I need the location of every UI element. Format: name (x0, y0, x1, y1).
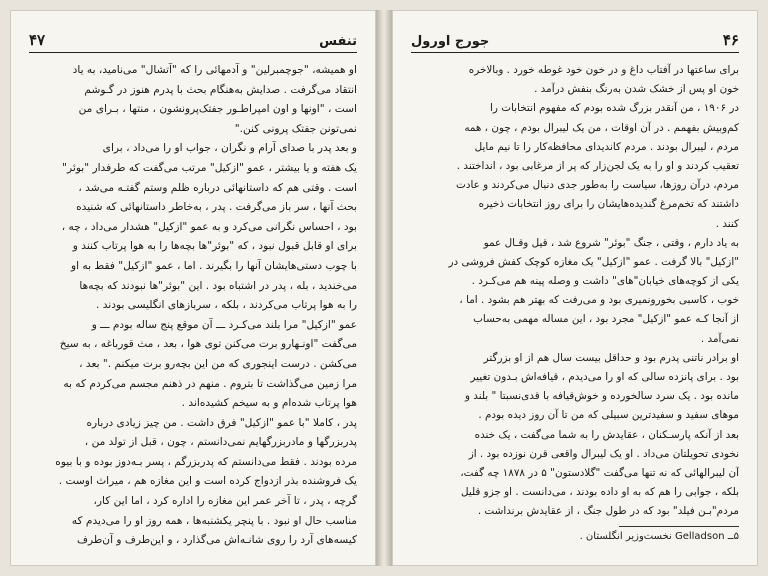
text-line: داشتند که تخم‌مرغ گندیده‌هایشان را برای روز انتخابات ذخیره (478, 198, 739, 211)
text-line: و بعد پدر با صدای آرام و نگران ، جواب او را می‌داد ، برای (102, 142, 357, 155)
text-line: است . وقتی هم که داستانهائی درباره ظلم وستم گفتـه می‌شد ، (78, 181, 357, 194)
text-line: را به هوا پرتاب می‌کردند ، بلکه ، سربازهای انگلیسی بودند . (96, 299, 357, 312)
text-line: نمی‌آمد . (700, 332, 739, 345)
text-line: برای ساعتها در آفتاب داغ و در خون خود غوطه خورد . وبالاخره (468, 64, 739, 76)
text-line: بحث آنها ، سر باز می‌گرفت . پدر ، به‌خاطر داستانهائی که شنیده (76, 201, 357, 214)
text-line: مرده بودند . فقط می‌دانستم که پدربزرگم ، پسر بـه‌دوز بوده و با بیوه (55, 455, 357, 468)
text-line: پدر ، کاملا "با عمو "ازکیل" فرق داشت . من چیز زیادی درباره (86, 416, 357, 429)
text-line: کم‌وبیش بفهمم . در آن اوقات ، من یک لیبرال بودم ، چون ، همه (464, 121, 739, 134)
text-line: مردم ، لیبرال بودند . مردم کاندیدای محافظه‌کار را تا نیم مایل (474, 140, 739, 153)
text-line: خون او پس از خشک شدن به‌رنگ بنفش درآمد . (534, 83, 739, 96)
text-line: "ازکیل" بالا گرفت . عمو "ازکیل" یک مغازه کوچک کفش فروشی در (448, 255, 739, 268)
text-line: پدربزرگها و مادربزرگهایم نمی‌دانستم ، چون ، قبل از تولد من ، (84, 436, 357, 449)
left-page-header (29, 27, 357, 53)
text-line: با چوب دستی‌هایشان آنها را بگیرند . اما ، عمو "ازکیل" فقط به او (71, 259, 357, 272)
text-line: نمی‌تونن جفتک پرونی کنن." (234, 122, 357, 135)
book-gutter (376, 10, 392, 566)
text-line: آن لیبرالهائی که نه تنها می‌گفت "گلادستون" ۵ در ۱۸۷۸ چه گفت، (460, 466, 739, 479)
text-line: از آنجا کـه عمو "ازکیل" مجرد بود ، این مساله مهمی به‌حساب (473, 313, 739, 326)
text-line: می‌گفت "اونـهارو برت می‌کنن توی هوا ، بعد ، مث قورباغه ، به سیخ (59, 338, 357, 351)
text-line: می‌کشن . درست اینجوری که من این بچه‌رو برت میکنم ." بعد ، (79, 357, 357, 370)
page-number: ۴۷ (29, 31, 46, 49)
running-title: تنفس (319, 34, 357, 49)
text-line: می‌خندید ، بله ، پدر در اشتباه بود . این "بوئر"ها نبودند که بچه‌ها (79, 279, 357, 292)
text-line: مناسب حال او نبود . با پنچر یکشنبه‌ها ، همه روز او را می‌دیدم که (71, 514, 357, 527)
text-line: یک هفته و یا بیشتر ، عمو "ازکیل" مرتب می‌گفت که طرفدار "بوئر" (62, 161, 357, 174)
text-line: گرچه ، پدر ، تا آخر عمر این مغازه را اداره کرد ، اما این کار، (93, 495, 357, 508)
text-line: مرا زمین می‌گذاشت تا بتروم . منهم در ذهنم مجسم می‌کردم که به (63, 377, 357, 390)
right-page-header (411, 27, 739, 53)
text-line: او برادر ناتنی پدرم بود و حداقل بیست سال هم از او بزرگتر (483, 351, 739, 364)
text-line: برای او قابل قبول نبود ، که "بوئر"ها بچه‌ها را به هوا پرتاب کنند و (72, 240, 357, 253)
text-line: او همیشه، "جوچمبرلین" و آدمهائی را که "آتشال" می‌نامید، به یاد (72, 64, 357, 76)
text-line: بعد از آنکه پارسـکنان ، عقایدش را به شما می‌گفت ، یک خنده (474, 428, 739, 441)
text-line: مردم، درآن روزها، سیاست را به‌طور جدی دنبال می‌کردند و عادت (456, 179, 739, 192)
footnote: ۵ــ Gelladson نخست‌وزیر انگلستان . (579, 530, 739, 542)
text-line: انتقاد می‌گرفت . صدایش به‌هنگام بحث با پدرم هنوز در گـوشم (84, 83, 357, 96)
text-line: خوب ، کاسبی بخورونمیری بود و می‌رفت که بهتر هم بشود . اما ، (459, 294, 739, 307)
text-line: تعقیب کردند و او را به یک لجن‌زار که پر از مرغابی بود ، انداختند . (456, 159, 739, 172)
right-page (392, 10, 758, 566)
text-line: بود ، احساس نگرانی می‌کرد و به عمو "ازکیل" هشدار می‌داد ، چه ، (61, 220, 357, 233)
text-line: هوا پرتاب شده‌ام و به سیخم کشیده‌اند . (181, 397, 357, 410)
text-line: عمو "ازکیل" مرا بلند می‌کـرد ـــ آن موقع پنج ساله بودم ـــ و (91, 318, 357, 331)
text-line: کیسه‌های آرد را روی شانـه‌اش می‌گذارد ، و این‌طرف و آن‌طرف (77, 534, 357, 547)
text-line: بود . برای پانزده سالی که او را می‌دیدم ، قیافه‌اش بـدون تغییر (470, 371, 739, 383)
page-number: ۴۶ (722, 31, 739, 49)
text-line: یکی از کوچه‌های خیابان"های" داشت و وصله پینه هم می‌کـرد . (471, 275, 739, 288)
left-page (10, 10, 376, 566)
text-line: در ۱۹۰۶ ، من آنقدر بزرگ شده بودم که مفهوم انتخابات را (490, 102, 739, 115)
running-title: جورج اورول (411, 34, 490, 49)
left-page-body (29, 61, 357, 551)
right-page-body (411, 61, 739, 545)
text-line: موهای سفید و سفیدترین سبیلی که من تا آن روز دیده بودم . (478, 409, 739, 422)
text-line: است ، "اونها و اون امپراطـور جفتک‌پرونشون ، منتها ، بـرای من (78, 103, 357, 116)
text-line: مانده بود . یک سرد سالخورده و خوش‌قیافه با قدی‌نسبتا " بلند و (464, 390, 739, 403)
text-line: مردم"بـن فیلد" بود که در طول جنگ ، از عقایدش برنداشت . (477, 505, 739, 518)
text-line: بلکه ، جوابی را هم که به او داده بودند ، می‌دانست . او جزو قلیل (460, 486, 739, 499)
footnote-rule (619, 526, 739, 527)
text-line: نخودی تحویلتان می‌داد . او یک لیبرال واقعی قرن نوزده بود . از (468, 447, 739, 460)
text-line: یک فروشنده بذر ازدواج کرده است و این مغازه هم ، میراث اوست . (58, 475, 357, 488)
text-line: به یاد دارم ، وقتی ، جنگ "بوئر" شروع شد ، قیل وقـال عمو (483, 236, 739, 249)
text-line: کنند . (715, 217, 739, 230)
